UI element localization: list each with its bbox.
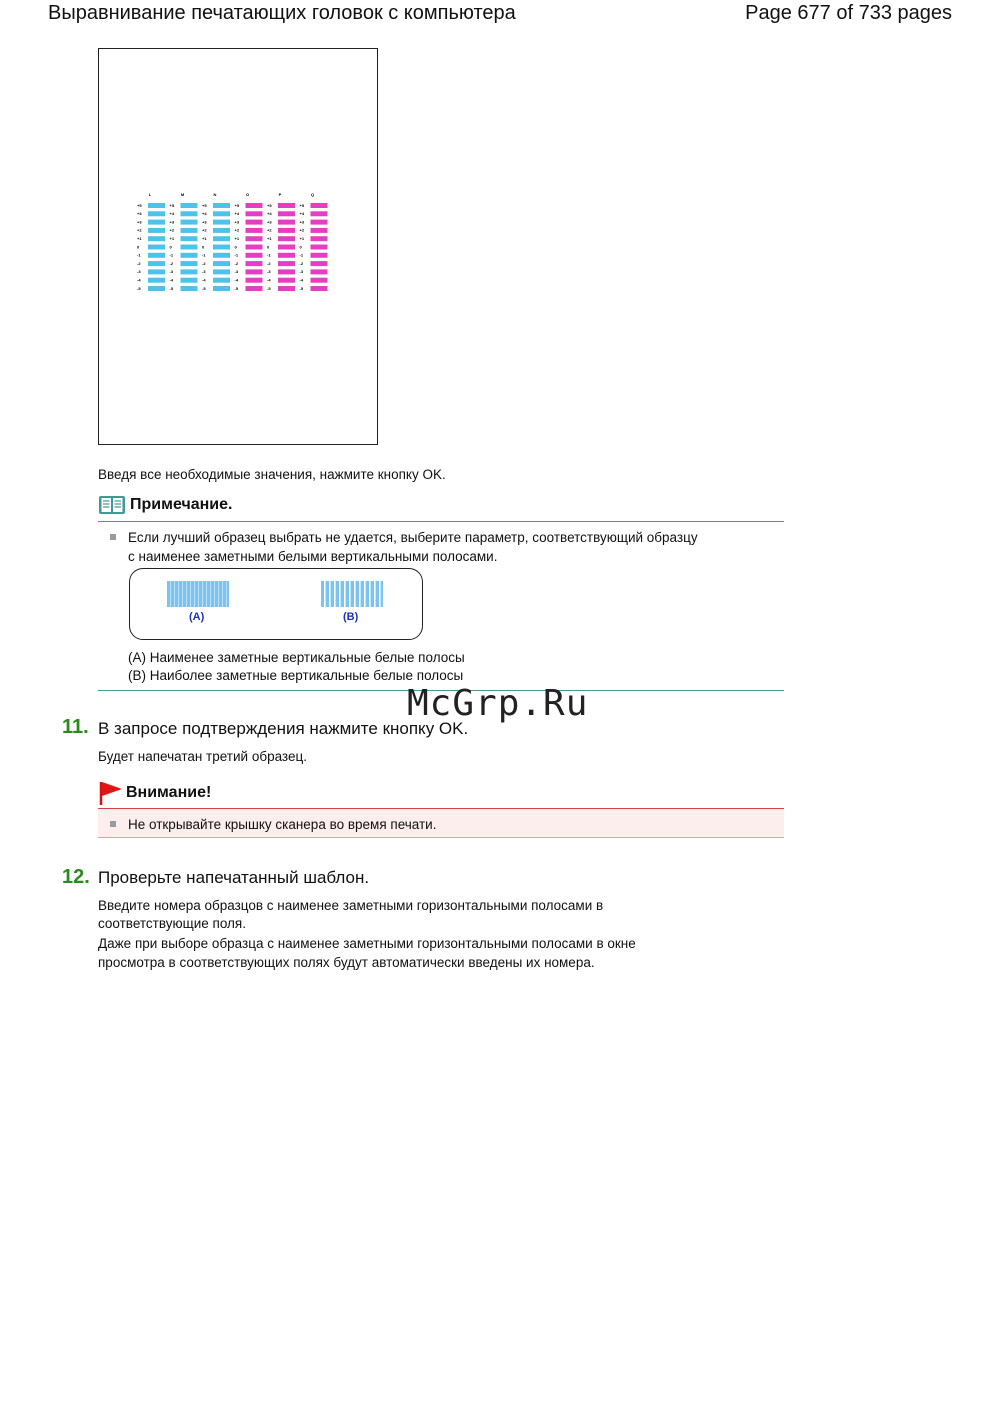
pattern-row-label: +5	[299, 202, 305, 208]
pattern-row-label: +4	[267, 211, 272, 217]
pattern-row-label: -2	[299, 260, 304, 266]
pattern-swatch	[181, 245, 198, 250]
pattern-row-label: +3	[267, 219, 272, 225]
pattern-swatch	[246, 203, 263, 208]
pattern-row-label: +5	[169, 202, 175, 208]
note-top-rule	[98, 521, 784, 522]
pattern-swatch	[213, 278, 230, 283]
white-stripe	[344, 581, 346, 607]
pattern-swatch	[213, 203, 230, 208]
pattern-swatch	[148, 261, 165, 266]
step-11-number: 11.	[62, 716, 89, 738]
pattern-row-label: -2	[267, 260, 271, 266]
caution-bullet-text: Не открывайте крышку сканера во время печати.	[128, 817, 437, 832]
pattern-row-label: -4	[169, 277, 174, 283]
pattern-swatch	[213, 236, 230, 241]
pattern-row-label: -2	[234, 260, 239, 266]
pattern-swatch	[148, 211, 165, 216]
pattern-row-label: -2	[137, 260, 141, 266]
pattern-row-label: +3	[202, 219, 207, 225]
white-stripe	[190, 581, 191, 607]
pattern-swatch	[213, 261, 230, 266]
pattern-swatch	[181, 203, 198, 208]
pattern-row-label: -4	[202, 277, 206, 283]
pattern-row-label: +5	[202, 202, 207, 208]
pattern-row-label: +5	[267, 202, 272, 208]
pattern-swatch	[213, 245, 230, 250]
step-11-title: В запросе подтверждения нажмите кнопку OK.	[98, 719, 469, 738]
printed-pattern-sheet	[98, 48, 378, 445]
white-stripe	[170, 581, 171, 607]
document-title: Выравнивание печатающих головок с компьютера	[48, 2, 516, 24]
pattern-swatch	[181, 228, 198, 233]
white-stripe	[194, 581, 195, 607]
pattern-swatch	[278, 286, 295, 291]
pattern-swatch	[278, 211, 295, 216]
pattern-row-label: -3	[234, 269, 239, 275]
white-stripe	[379, 581, 381, 607]
caution-label: Внимание!	[126, 784, 212, 801]
alignment-pattern	[99, 49, 379, 446]
white-stripe	[349, 581, 351, 607]
step-12-body-line1: Введите номера образцов с наименее заметными горизонтальными полосами в	[98, 898, 604, 913]
pattern-row-label: +3	[299, 219, 305, 225]
pattern-row-label: +4	[169, 211, 175, 217]
pattern-swatch	[278, 220, 295, 225]
pattern-swatch	[311, 286, 328, 291]
pattern-row-label: +1	[299, 236, 305, 241]
step-12-title: Проверьте напечатанный шаблон.	[98, 868, 370, 887]
white-stripe	[226, 581, 227, 607]
caution-header	[98, 780, 211, 806]
pattern-swatch	[181, 211, 198, 216]
sample-comparison-box	[129, 568, 423, 640]
sample-b-label: (B)	[343, 611, 359, 623]
pattern-row-label: -3	[267, 269, 271, 275]
pattern-swatch	[148, 236, 165, 241]
pattern-row-label: -4	[267, 277, 271, 283]
white-stripe	[369, 581, 371, 607]
step-11-body: Будет напечатан третий образец.	[98, 749, 307, 764]
pattern-row-label: +1	[169, 236, 175, 241]
note-bullet-text-cont: с наименее заметными белыми вертикальными полосами.	[128, 549, 498, 564]
pattern-swatch	[213, 286, 230, 291]
pattern-column-header: M	[180, 192, 185, 197]
sample-b-pattern	[321, 581, 383, 607]
white-stripe	[334, 581, 336, 607]
white-stripe	[198, 581, 199, 607]
pattern-row-label: -4	[234, 277, 239, 283]
pattern-swatch	[311, 245, 328, 250]
white-stripe	[174, 581, 175, 607]
pattern-row-label: -1	[234, 252, 239, 258]
pattern-swatch	[246, 220, 263, 225]
pattern-row-label: +2	[299, 227, 305, 233]
pattern-row-label: -5	[137, 285, 141, 291]
pattern-row-label: +4	[299, 211, 305, 217]
white-stripe	[206, 581, 207, 607]
pattern-swatch	[311, 203, 328, 208]
legend-b: (B) Наиболее заметные вертикальные белые полосы	[128, 668, 464, 683]
pattern-column-header: O	[245, 192, 250, 197]
pattern-swatch	[246, 278, 263, 283]
pattern-row-label: +5	[234, 202, 240, 208]
pattern-row-label: -3	[299, 269, 304, 275]
pattern-row-label: 0	[137, 244, 140, 250]
pattern-column-header: Q	[310, 192, 315, 197]
pattern-swatch	[148, 253, 165, 258]
pattern-row-label: -5	[267, 285, 271, 291]
flag-icon	[98, 780, 124, 806]
pattern-swatch	[311, 253, 328, 258]
pattern-row-label: -3	[202, 269, 206, 275]
pattern-row-label: 0	[169, 244, 172, 250]
step-12-body-line2: соответствующие поля.	[98, 916, 246, 931]
pattern-row-label: -1	[299, 252, 304, 258]
pattern-row-label: +3	[137, 219, 142, 225]
pattern-row-label: -5	[169, 285, 174, 291]
white-stripe	[374, 581, 376, 607]
pattern-swatch	[181, 220, 198, 225]
book-icon	[98, 495, 126, 515]
pattern-row-label: -3	[169, 269, 174, 275]
pattern-column-header: L	[148, 192, 152, 197]
pattern-row-label: +2	[202, 227, 207, 233]
pattern-row-label: -2	[169, 260, 174, 266]
step-12-body-line3: Даже при выборе образца с наименее заметными горизонтальными полосами в окне	[98, 936, 636, 951]
pattern-row-label: +4	[234, 211, 240, 217]
pattern-row-label: -5	[202, 285, 206, 291]
pattern-swatch	[148, 203, 165, 208]
pattern-swatch	[148, 286, 165, 291]
pattern-row-label: 0	[299, 244, 302, 250]
pattern-row-label: -1	[202, 252, 206, 258]
white-stripe	[182, 581, 183, 607]
pattern-row-label: 0	[267, 244, 270, 250]
pattern-swatch	[278, 236, 295, 241]
pattern-swatch	[278, 203, 295, 208]
page-counter: Page 677 of 733 pages	[745, 2, 952, 24]
pattern-swatch	[246, 253, 263, 258]
pattern-swatch	[181, 236, 198, 241]
pattern-swatch	[246, 211, 263, 216]
pattern-row-label: -1	[137, 252, 141, 258]
pattern-swatch	[181, 278, 198, 283]
white-stripe	[178, 581, 179, 607]
pattern-swatch	[311, 269, 328, 274]
pattern-row-label: +2	[234, 227, 240, 233]
pattern-row-label: 0	[234, 244, 237, 250]
pattern-row-label: 0	[202, 244, 205, 250]
white-stripe	[202, 581, 203, 607]
pattern-swatch	[181, 253, 198, 258]
sample-a-label: (A)	[189, 611, 205, 623]
after-values-instruction: Введя все необходимые значения, нажмите кнопку OK.	[98, 467, 446, 482]
pattern-swatch	[311, 278, 328, 283]
pattern-row-label: -4	[137, 277, 141, 283]
pattern-row-label: +2	[267, 227, 272, 233]
pattern-swatch	[278, 253, 295, 258]
pattern-row-label: -5	[234, 285, 239, 291]
pattern-row-label: -1	[169, 252, 174, 258]
pattern-swatch	[311, 261, 328, 266]
pattern-swatch	[311, 236, 328, 241]
pattern-swatch	[246, 228, 263, 233]
pattern-swatch	[213, 220, 230, 225]
pattern-swatch	[213, 269, 230, 274]
white-stripe	[218, 581, 219, 607]
white-stripe	[359, 581, 361, 607]
white-stripe	[186, 581, 187, 607]
white-stripe	[222, 581, 223, 607]
pattern-swatch	[181, 261, 198, 266]
pattern-swatch	[278, 278, 295, 283]
pattern-swatch	[278, 261, 295, 266]
pattern-column-header: N	[213, 192, 217, 197]
pattern-swatch	[148, 245, 165, 250]
white-stripe	[329, 581, 331, 607]
white-stripe	[324, 581, 326, 607]
white-stripe	[339, 581, 341, 607]
pattern-swatch	[246, 269, 263, 274]
pattern-row-label: -5	[299, 285, 304, 291]
pattern-row-label: +2	[137, 227, 142, 233]
note-label: Примечание.	[130, 496, 233, 513]
note-header	[98, 495, 232, 515]
pattern-row-label: +1	[202, 236, 207, 241]
pattern-swatch	[148, 269, 165, 274]
pattern-row-label: +1	[234, 236, 240, 241]
caution-bullet-marker	[110, 821, 116, 827]
pattern-swatch	[311, 228, 328, 233]
pattern-row-label: -2	[202, 260, 206, 266]
sample-a-pattern	[167, 581, 229, 607]
pattern-swatch	[213, 253, 230, 258]
note-bullet-text: Если лучший образец выбрать не удается, выберите параметр, соответствующий образцу	[128, 530, 698, 545]
pattern-swatch	[278, 269, 295, 274]
pattern-swatch	[311, 211, 328, 216]
pattern-swatch	[246, 286, 263, 291]
pattern-column-header: P	[278, 192, 282, 197]
pattern-swatch	[181, 269, 198, 274]
pattern-row-label: -1	[267, 252, 271, 258]
pattern-row-label: +4	[202, 211, 207, 217]
pattern-row-label: +1	[137, 236, 142, 241]
pattern-row-label: +3	[234, 219, 240, 225]
pattern-row-label: -4	[299, 277, 304, 283]
step-12-number: 12.	[62, 866, 90, 888]
pattern-swatch	[311, 220, 328, 225]
pattern-swatch	[181, 286, 198, 291]
pattern-swatch	[148, 220, 165, 225]
pattern-swatch	[278, 228, 295, 233]
pattern-swatch	[213, 228, 230, 233]
note-bullet-marker	[110, 534, 116, 540]
white-stripe	[354, 581, 356, 607]
legend-a: (A) Наименее заметные вертикальные белые полосы	[128, 650, 465, 665]
pattern-row-label: +2	[169, 227, 175, 233]
pattern-swatch	[246, 236, 263, 241]
pattern-swatch	[148, 228, 165, 233]
pattern-row-label: -3	[137, 269, 141, 275]
white-stripe	[210, 581, 211, 607]
step-12-body-line4: просмотра в соответствующих полях будут автоматически введены их номера.	[98, 955, 595, 970]
watermark: McGrp.Ru	[407, 683, 589, 724]
pattern-swatch	[246, 245, 263, 250]
white-stripe	[364, 581, 366, 607]
pattern-row-label: +1	[267, 236, 272, 241]
white-stripe	[214, 581, 215, 607]
pattern-row-label: +4	[137, 211, 142, 217]
pattern-swatch	[148, 278, 165, 283]
pattern-row-label: +3	[169, 219, 175, 225]
pattern-swatch	[246, 261, 263, 266]
pattern-row-label: +5	[137, 202, 142, 208]
pattern-swatch	[213, 211, 230, 216]
pattern-swatch	[278, 245, 295, 250]
